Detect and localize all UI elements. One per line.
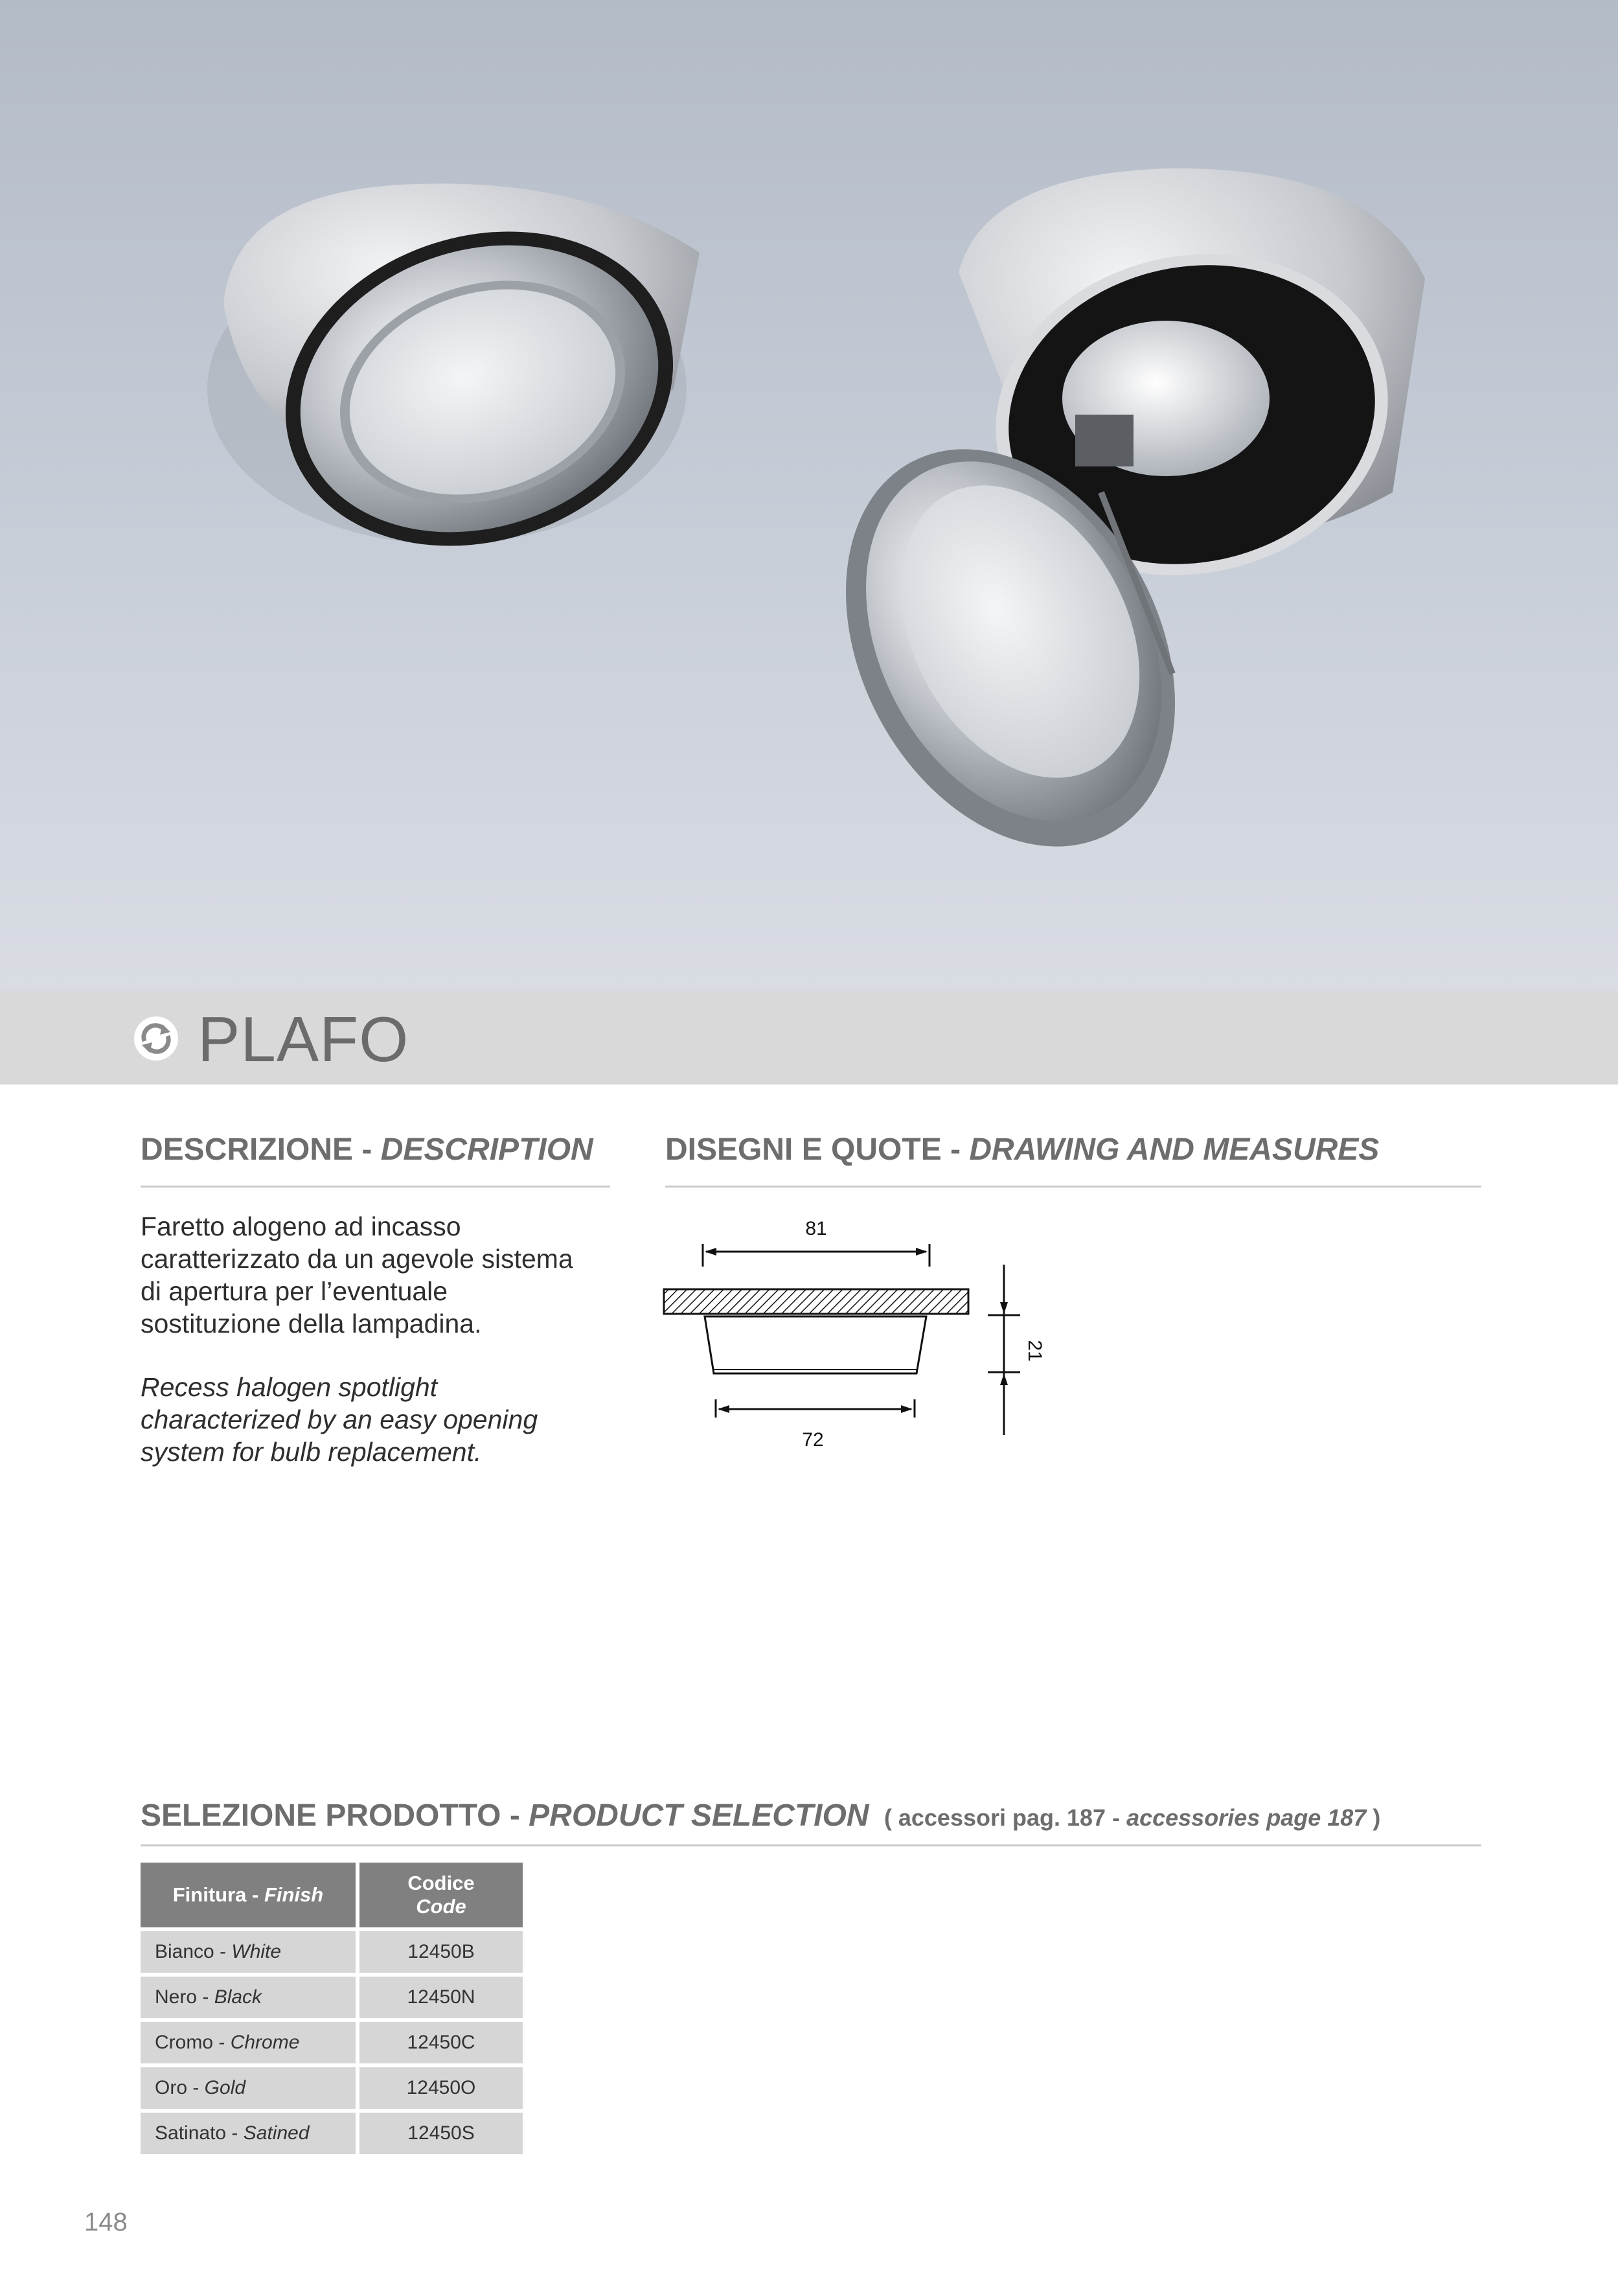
- code-cell: 12450O: [359, 2067, 523, 2109]
- description-text-en: Recess halogen spotlight characterized by an easy opening system for bulb replacement.: [141, 1372, 538, 1467]
- code-cell: 12450N: [359, 1977, 523, 2018]
- technical-drawing: [654, 1211, 1056, 1451]
- col-finish-header: Finitura - Finish: [141, 1863, 356, 1927]
- code-cell: 12450S: [359, 2113, 523, 2154]
- description-heading: DESCRIZIONE - DESCRIPTION: [141, 1132, 593, 1167]
- code-cell: 12450C: [359, 2022, 523, 2063]
- page-title: PLAFO: [198, 1004, 409, 1075]
- description-text-it: Faretto alogeno ad incasso caratterizzato da un agevole sistema di apertura per l’eventuale sostituzione della lampadina.: [141, 1211, 573, 1338]
- selection-heading: SELEZIONE PRODOTTO - PRODUCT SELECTION ( accessori pag. 187 - accessories page 187 ): [141, 1798, 1381, 1833]
- dim-height-label: 21: [1024, 1340, 1045, 1362]
- finish-cell: Oro - Gold: [141, 2067, 356, 2109]
- accessories-note: ( accessori pag. 187 - accessories page 187 ): [883, 1804, 1381, 1831]
- table-row: [141, 2067, 523, 2109]
- finish-cell: Bianco - White: [141, 1931, 356, 1973]
- dim-bottom-label: 72: [802, 1429, 824, 1451]
- finish-cell: Satinato - Satined: [141, 2113, 356, 2154]
- table-row: [141, 1931, 523, 1973]
- page-number: 148: [84, 2208, 128, 2236]
- selection-divider: [141, 1844, 1481, 1846]
- product-table: [137, 1859, 527, 2158]
- dim-top-label: 81: [805, 1218, 827, 1239]
- table-row: [141, 2113, 523, 2154]
- finish-cell: Cromo - Chrome: [141, 2022, 356, 2063]
- product-photo: [0, 0, 1618, 991]
- drawing-heading: DISEGNI E QUOTE - DRAWING AND MEASURES: [665, 1132, 1380, 1167]
- col-code-header: Codice Code: [359, 1863, 523, 1927]
- code-cell: 12450B: [359, 1931, 523, 1973]
- finish-cell: Nero - Black: [141, 1977, 356, 2018]
- rotate-icon: [133, 1015, 179, 1062]
- description-divider: [141, 1186, 610, 1188]
- drawing-divider: [665, 1186, 1481, 1188]
- table-row: [141, 2022, 523, 2063]
- table-row: [141, 1977, 523, 2018]
